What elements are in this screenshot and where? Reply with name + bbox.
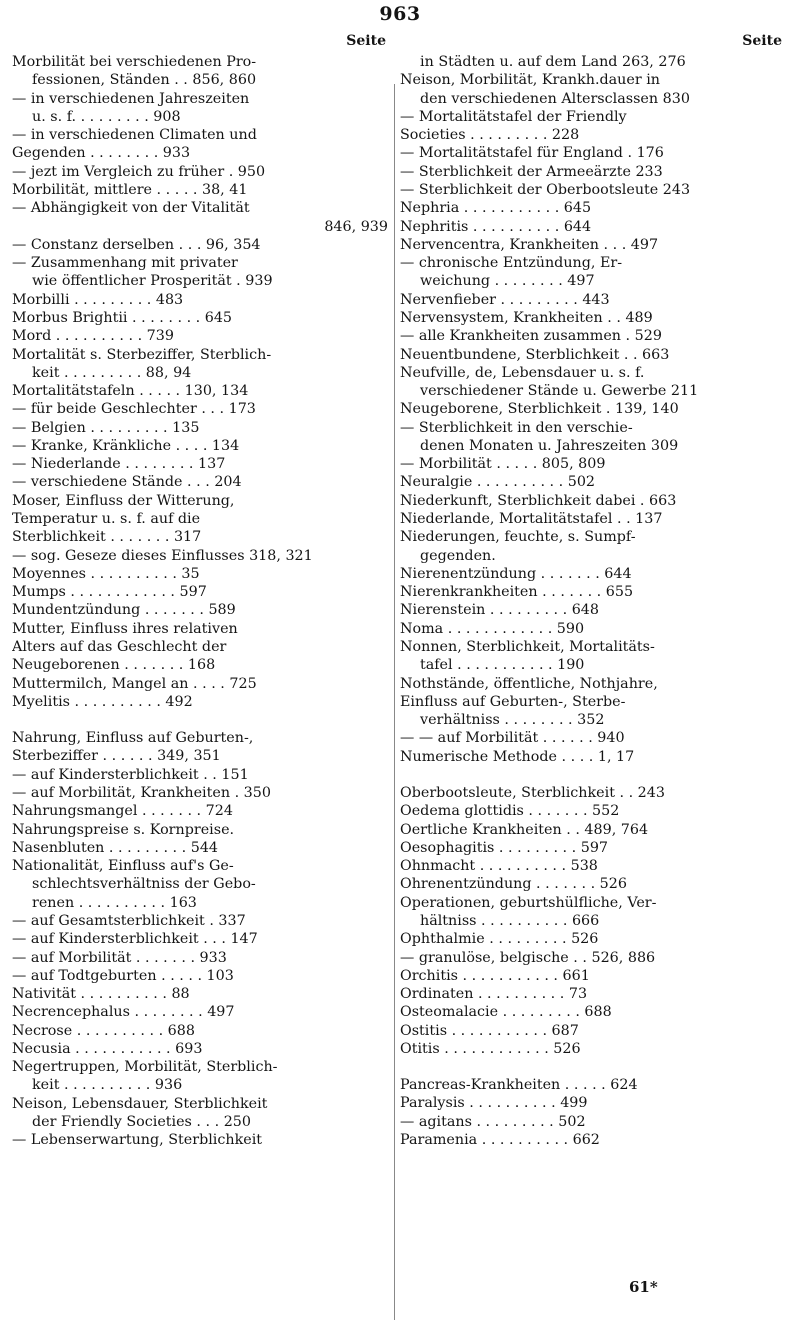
index-entry-line: Mumps . . . . . . . . . . . . 597 [12,584,207,601]
page-number: 963 [379,3,421,25]
index-entry-line: Mord . . . . . . . . . . 739 [12,328,174,345]
index-column-right [400,53,782,1149]
index-entry-line: Alters auf das Geschlecht der [12,639,227,655]
index-entry-line: Oedema glottidis . . . . . . . 552 [400,803,620,820]
index-entry-line [400,1058,782,1076]
index-entry-line: Nonnen, Sterblichkeit, Mortalitäts- [400,639,655,655]
index-entry-line [12,711,388,729]
index-entry-line: Neuentbundene, Sterblichkeit . . 663 [400,346,670,363]
index-entry-line: — Mortalitätstafel der Friendly [400,108,627,125]
index-entry-line: Nahrungspreise s. Kornpreise. [12,821,235,838]
index-entry-line: — auf Morbilität, Krankheiten . 350 [12,784,271,801]
index-entry-line: Oertliche Krankheiten . . 489, 764 [400,821,649,838]
index-entry-line: Niederungen, feuchte, s. Sumpf- [400,529,636,546]
index-entry-line: Nahrung, Einfluss auf Geburten-, [12,730,254,747]
index-entry-line: Nephritis . . . . . . . . . . 644 [400,218,592,235]
index-column-left [12,53,388,1150]
index-entry-line: Ordinaten . . . . . . . . . . 73 [400,986,588,1003]
index-entry-line: — in verschiedenen Jahreszeiten [12,90,250,107]
index-entry-line: Muttermilch, Mangel an . . . . 725 [12,675,257,692]
index-entry-line: Moser, Einfluss der Witterung, [12,492,235,509]
index-entry-line: Necusia . . . . . . . . . . . 693 [12,1040,203,1057]
index-entry-line: — Abhängigkeit von der Vitalität [12,200,250,217]
index-entry-line: Morbus Brightii . . . . . . . . 645 [12,309,233,326]
index-entry-line: — agitans . . . . . . . . . 502 [400,1113,586,1130]
index-entry-line: Nierenkrankheiten . . . . . . . 655 [400,584,634,601]
index-entry-line: Nierenstein . . . . . . . . . 648 [400,602,600,619]
index-entry-line: Neuralgie . . . . . . . . . . 502 [400,474,596,491]
index-entry-line: den verschiedenen Altersclassen 830 [420,90,690,107]
index-entry-line: — auf Todtgeburten . . . . . 103 [12,967,234,984]
index-entry-line: Paramenia . . . . . . . . . . 662 [400,1132,600,1149]
seite-header-left: Seite [346,33,386,49]
index-entry-line: hältniss . . . . . . . . . . 666 [420,912,600,929]
index-entry-line: fessionen, Ständen . . 856, 860 [32,72,257,89]
index-entry-line: Ostitis . . . . . . . . . . . 687 [400,1022,579,1039]
index-entry-line: Nationalität, Einfluss auf's Ge- [12,858,234,875]
index-entry-line: Nephria . . . . . . . . . . . 645 [400,200,592,217]
index-entry-line: Niederlande, Mortalitätstafel . . 137 [400,511,663,528]
index-entry-line: Mutter, Einfluss ihres relativen [12,620,238,637]
index-entry-line: verhältniss . . . . . . . . 352 [420,712,605,729]
index-entry-line: Mortalitätstafeln . . . . . 130, 134 [12,383,249,400]
index-entry-line: wie öffentlicher Prosperität . 939 [32,273,273,290]
index-entry-line: Moyennes . . . . . . . . . . 35 [12,565,200,582]
index-entry-line: — Zusammenhang mit privater [12,255,238,272]
index-entry-line: — Sterblichkeit in den verschie- [400,419,633,436]
index-entry-line: Neison, Lebensdauer, Sterblichkeit [12,1095,268,1112]
index-entry-line: Ophthalmie . . . . . . . . . 526 [400,931,599,948]
index-entry-line: — auf Kindersterblichkeit . . . 147 [12,931,258,948]
index-entry-line: Ohrenentzündung . . . . . . . 526 [400,876,627,893]
index-entry-line: Operationen, geburtshülfliche, Ver- [400,894,657,911]
index-entry-line: Societies . . . . . . . . . 228 [400,127,580,144]
index-entry-line: 846, 939 [324,218,388,235]
index-entry-line: Neugeborenen . . . . . . . 168 [12,657,216,674]
index-entry-line: Einfluss auf Geburten-, Sterbe- [400,693,626,710]
index-entry-line: Nervencentra, Krankheiten . . . 497 [400,236,659,253]
index-entry-line: Nierenentzündung . . . . . . . 644 [400,565,632,582]
index-entry-line: Oesophagitis . . . . . . . . . 597 [400,839,609,856]
index-entry-line: — in verschiedenen Climaten und [12,127,257,144]
index-entry-line: Neufville, de, Lebensdauer u. s. f. [400,364,645,381]
index-entry-line: Nervenfieber . . . . . . . . . 443 [400,291,610,308]
index-entry-line: keit . . . . . . . . . 88, 94 [32,364,192,381]
index-entry-line: in Städten u. auf dem Land 263, 276 [420,54,686,70]
index-entry-line: Noma . . . . . . . . . . . . 590 [400,620,585,637]
index-entry-line: Nahrungsmangel . . . . . . . 724 [12,803,233,820]
index-entry-line: Morbilität bei verschiedenen Pro- [12,54,257,70]
index-entry-line: Orchitis . . . . . . . . . . . 661 [400,967,590,984]
index-entry-line: — — auf Morbilität . . . . . . 940 [400,730,625,747]
index-entry-line: — auf Morbilität . . . . . . . 933 [12,949,227,966]
index-entry-line: renen . . . . . . . . . . 163 [32,894,197,911]
index-entry-line: Nativität . . . . . . . . . . 88 [12,986,190,1003]
index-entry-line: — Sterblichkeit der Oberbootsleute 243 [400,181,691,198]
index-entry-line: — alle Krankheiten zusammen . 529 [400,328,662,345]
index-entry-line: Necrencephalus . . . . . . . . 497 [12,1004,235,1021]
column-divider [394,84,395,1320]
index-entry-line: Oberbootsleute, Sterblichkeit . . 243 [400,784,665,801]
index-entry-line: Neison, Morbilität, Krankh.dauer in [400,72,661,89]
seite-header-right: Seite [742,33,782,49]
footer-signature: 61* [629,1278,658,1296]
index-entry-line: — Belgien . . . . . . . . . 135 [12,419,200,436]
index-entry-line: Nasenbluten . . . . . . . . . 544 [12,839,219,856]
index-entry-line: weichung . . . . . . . . 497 [420,273,595,290]
index-entry-line: Morbilität, mittlere . . . . . 38, 41 [12,181,248,198]
index-entry-line: — auf Gesamtsterblichkeit . 337 [12,912,246,929]
index-entry-line: Mortalität s. Sterbeziffer, Sterblich- [12,346,272,363]
index-entry-line: — Constanz derselben . . . 96, 354 [12,236,261,253]
index-entry-line: Niederkunft, Sterblichkeit dabei . 663 [400,492,677,509]
index-entry-line: — verschiedene Stände . . . 204 [12,474,242,491]
index-entry-line: der Friendly Societies . . . 250 [32,1114,251,1131]
index-entry-line: Numerische Methode . . . . 1, 17 [400,748,635,765]
index-entry-line: Neugeborene, Sterblichkeit . 139, 140 [400,401,679,418]
index-entry-line: tafel . . . . . . . . . . . 190 [420,657,585,674]
index-entry-line: Temperatur u. s. f. auf die [12,511,201,528]
index-entry-line: — Kranke, Kränkliche . . . . 134 [12,437,240,454]
index-entry-line: u. s. f. . . . . . . . . 908 [32,108,181,125]
index-entry-line: Gegenden . . . . . . . . 933 [12,145,191,162]
index-entry-line: keit . . . . . . . . . . 936 [32,1077,183,1094]
index-entry-line: verschiedener Stände u. Gewerbe 211 [420,383,699,400]
index-entry-line: denen Monaten u. Jahreszeiten 309 [420,437,679,454]
index-entry-line: Otitis . . . . . . . . . . . . 526 [400,1040,581,1057]
index-entry-line: gegenden. [420,547,496,564]
index-entry-line: — auf Kindersterblichkeit . . 151 [12,766,249,783]
index-entry-line: — Niederlande . . . . . . . . 137 [12,456,226,473]
index-entry-line: Nothstände, öffentliche, Nothjahre, [400,675,658,692]
index-entry-line: — Morbilität . . . . . 805, 809 [400,456,606,473]
index-entry-line: Paralysis . . . . . . . . . . 499 [400,1095,588,1112]
index-entry-line: — jezt im Vergleich zu früher . 950 [12,163,266,180]
index-entry-line: — sog. Geseze dieses Einflusses 318, 321 [12,547,313,564]
index-entry-line: Pancreas-Krankheiten . . . . . 624 [400,1077,638,1094]
index-entry-line: Morbilli . . . . . . . . . 483 [12,291,184,308]
index-entry-line: — granulöse, belgische . . 526, 886 [400,949,656,966]
index-entry-line [400,766,782,784]
index-entry-line: Necrose . . . . . . . . . . 688 [12,1022,195,1039]
index-entry-line: Osteomalacie . . . . . . . . . 688 [400,1004,612,1021]
index-entry-line: Nervensystem, Krankheiten . . 489 [400,309,653,326]
index-entry-line: Myelitis . . . . . . . . . . 492 [12,693,193,710]
index-entry-line: Sterbeziffer . . . . . . 349, 351 [12,748,221,765]
index-entry-line: Negertruppen, Morbilität, Sterblich- [12,1059,278,1076]
index-entry-line: — Lebenserwartung, Sterblichkeit [12,1132,263,1149]
index-entry-line: Sterblichkeit . . . . . . . 317 [12,529,202,546]
index-entry-line: — für beide Geschlechter . . . 173 [12,401,256,418]
index-entry-line: — Sterblichkeit der Armeeärzte 233 [400,163,663,180]
index-entry-line: — chronische Entzündung, Er- [400,255,623,272]
index-entry-line: schlechtsverhältniss der Gebo- [32,876,256,893]
index-entry-line: Mundentzündung . . . . . . . 589 [12,602,236,619]
index-entry-line: — Mortalitätstafel für England . 176 [400,145,664,162]
index-entry-line: Ohnmacht . . . . . . . . . . 538 [400,858,598,875]
